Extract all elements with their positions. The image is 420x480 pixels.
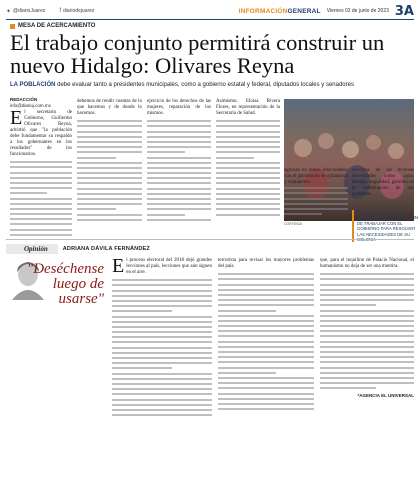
opinion-author: ADRIANA DÁVILA FERNÁNDEZ: [62, 245, 150, 252]
article-kicker: MESA DE ACERCAMIENTO: [10, 23, 95, 29]
article-column-1: [10, 107, 72, 239]
section-info: [239, 4, 414, 19]
article-column-2: [77, 99, 142, 224]
page-number: 3A: [394, 3, 414, 19]
opinion-column-1: [112, 255, 212, 419]
section-name: INFORMACIÓNGENERAL: [238, 7, 321, 15]
facebook-icon: f: [59, 8, 62, 14]
opinion-column-2: [218, 258, 314, 413]
column-text: ejercicio de los derechos de las mujeres, reparación de los mismos.: [147, 99, 211, 116]
article-column-6: [352, 168, 414, 198]
column-text: servicios de las diversas necesidades como agua, drenaje, seguridad, garantía en la continuación de sus gestiones.: [352, 168, 414, 197]
opinion-tag: Opinión: [6, 244, 58, 254]
dropcap: E: [10, 107, 23, 129]
byline-name: REDACCIÓN: [10, 97, 38, 102]
photo-caption: VECINOS DE LA LOMA MANIFESTARON SU PETICIÓN DE TRABAJAR CON EL GOBIERNO PARA RESOLVER LAS NECESIDADES DE SU COLONIA: [352, 210, 420, 242]
photo-credit: CORTESÍA: [284, 222, 302, 226]
header-rule: [6, 19, 414, 20]
opinion-column-3: [320, 258, 414, 399]
byline-email: info@diarioj.com.mx: [10, 103, 51, 108]
column-text: terrorista para revisar los mayores problemas del país.: [218, 258, 314, 269]
article-column-4: [216, 99, 280, 219]
social-handle-text: @diarioJuarez: [13, 8, 46, 14]
article-headline: El trabajo conjunto permitirá construir un nuevo Hidalgo: Olivares Reyna: [10, 30, 385, 78]
kicker-square-icon: [10, 24, 15, 29]
column-text: que, para el inquilino de Palacio Nacional, el humanismo no deja de ser una mentira.: [320, 258, 414, 269]
issue-date: Viernes 02 de junio de 2023: [326, 8, 389, 14]
column-text: l proceso electoral del 2018 dejó grandes lecciones al país, lecciones que aún siguen en el aire.: [126, 258, 212, 275]
opinion-signature: *AGENCIA EL UNIVERSAL: [357, 393, 414, 399]
dropcap: E: [112, 255, 125, 277]
lede-text: debe evaluar tanto a presidentes municipales, como a gobierno estatal y federal, diputados locales y senadores: [57, 82, 354, 88]
column-text: Asimismo, Eloisa Rivera Flores, en representación de la Secretaría de Salud.: [216, 99, 280, 116]
column-text: debemos de rendir cuentas de lo que hacemos y de donde lo hacemos.: [77, 99, 142, 116]
lede-label: LA POBLACIÓN: [10, 82, 56, 88]
social-handle-1: [6, 8, 45, 15]
opinion-header: [6, 243, 414, 254]
article-column-3: [147, 99, 211, 224]
social-handle-2: [59, 8, 94, 14]
page-header: [6, 4, 414, 18]
column-text: agrarios en temas relacionados con el patrimonio de ejidatarios y comuneros.: [284, 168, 348, 185]
twitter-icon: ✦: [6, 8, 12, 15]
article-lede: [10, 82, 412, 88]
opinion-title: "Deséchense luego de usarse": [26, 261, 104, 307]
column-text: l secretario de Gobierno, Guillermo Olivares Reyna, advirtió que "la población debe fundamentar su respaldo a los gobernantes en los resultados" de los funcionarios.: [10, 110, 72, 157]
article-column-5-body: [284, 184, 348, 218]
social-handle-text: diariodejuarez: [63, 8, 95, 14]
section-divider: [6, 239, 414, 240]
